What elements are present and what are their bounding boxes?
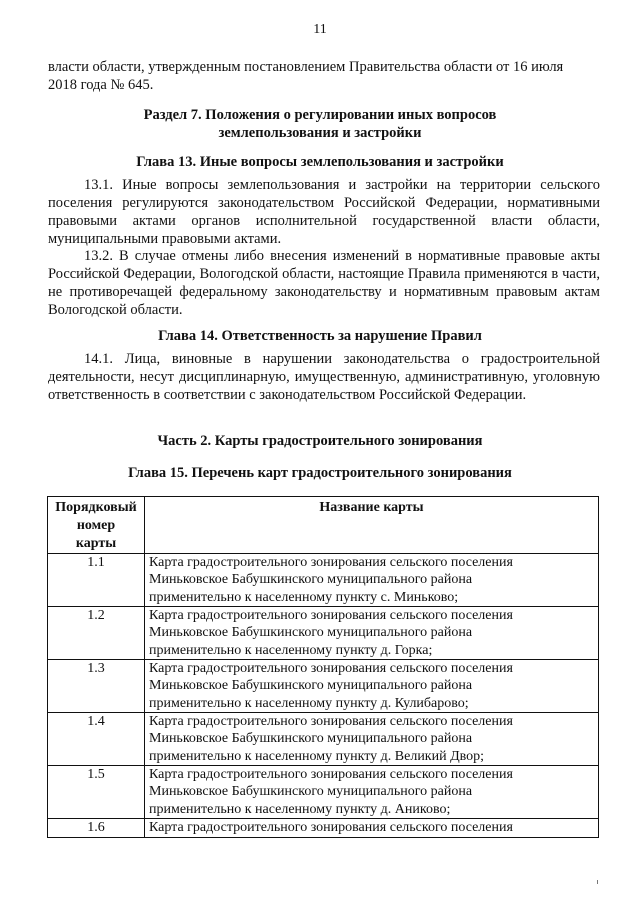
section-7-heading-line: землепользования и застройки (218, 125, 422, 141)
table-row (48, 766, 599, 819)
map-name: Карта градостроительного зонирования сельского поселения Миньковское Бабушкинского муниципального района применительно к населенному пункту д. Аниково; (145, 766, 599, 819)
map-number: 1.3 (48, 660, 145, 713)
chapter-14-heading: Глава 14. Ответственность за нарушение Правил (158, 328, 482, 344)
paragraph-13-2: 13.2. В случае отмены либо внесения изменений в нормативные правовые акты Российской Федерации, Вологодской области, настоящие Правила применяются в части, не противоречащей федеральному законодательству и нормативным правовым актам Вологодской области. (48, 248, 600, 318)
table-row (48, 819, 599, 838)
map-name: Карта градостроительного зонирования сельского поселения Миньковское Бабушкинского муниципального района применительно к населенному пункту с. Миньково; (145, 554, 599, 607)
column-header-name: Название карты (145, 497, 599, 554)
map-number: 1.5 (48, 766, 145, 819)
column-header-number: Порядковый номер карты (48, 497, 145, 554)
scan-mark (597, 880, 598, 884)
chapter-13-heading: Глава 13. Иные вопросы землепользования и застройки (136, 154, 504, 170)
map-number: 1.6 (48, 819, 145, 838)
part-2-heading: Часть 2. Карты градостроительного зонирования (157, 433, 483, 449)
map-number: 1.4 (48, 713, 145, 766)
table-row (48, 713, 599, 766)
intro-line: 2018 года № 645. (48, 77, 154, 93)
map-number: 1.2 (48, 607, 145, 660)
section-7-heading-line: Раздел 7. Положения о регулировании иных вопросов (143, 107, 497, 123)
table-row (48, 660, 599, 713)
table-header-row (48, 497, 599, 554)
map-number: 1.1 (48, 554, 145, 607)
paragraph-13-1: 13.1. Иные вопросы землепользования и застройки на территории сельского поселения регулируются законодательством Российской Федерации, нормативными правовыми актами органов исполнительной государственной власти области, муниципальными правовыми актами. (48, 177, 600, 247)
section-7-heading (0, 106, 640, 142)
map-name: Карта градостроительного зонирования сельского поселения Миньковское Бабушкинского муниципального района применительно к населенному пункту д. Горка; (145, 607, 599, 660)
intro-paragraph (48, 58, 600, 94)
paragraph-14-1: 14.1. Лица, виновные в нарушении законодательства о градостроительной деятельности, несут дисциплинарную, имущественную, административную, уголовную ответственность в соответствии с законодательством Российской Федерации. (48, 351, 600, 403)
intro-line: власти области, утвержденным постановлением Правительства области от 16 июля (48, 59, 564, 75)
map-name: Карта градостроительного зонирования сельского поселения (145, 819, 599, 838)
page-number: 11 (313, 22, 327, 37)
map-name: Карта градостроительного зонирования сельского поселения Миньковское Бабушкинского муниципального района применительно к населенному пункту д. Кулибарово; (145, 660, 599, 713)
chapter-15-heading: Глава 15. Перечень карт градостроительного зонирования (128, 465, 512, 481)
table-row (48, 554, 599, 607)
table-row (48, 607, 599, 660)
map-list-table (47, 496, 599, 838)
map-name: Карта градостроительного зонирования сельского поселения Миньковское Бабушкинского муниципального района применительно к населенному пункту д. Великий Двор; (145, 713, 599, 766)
